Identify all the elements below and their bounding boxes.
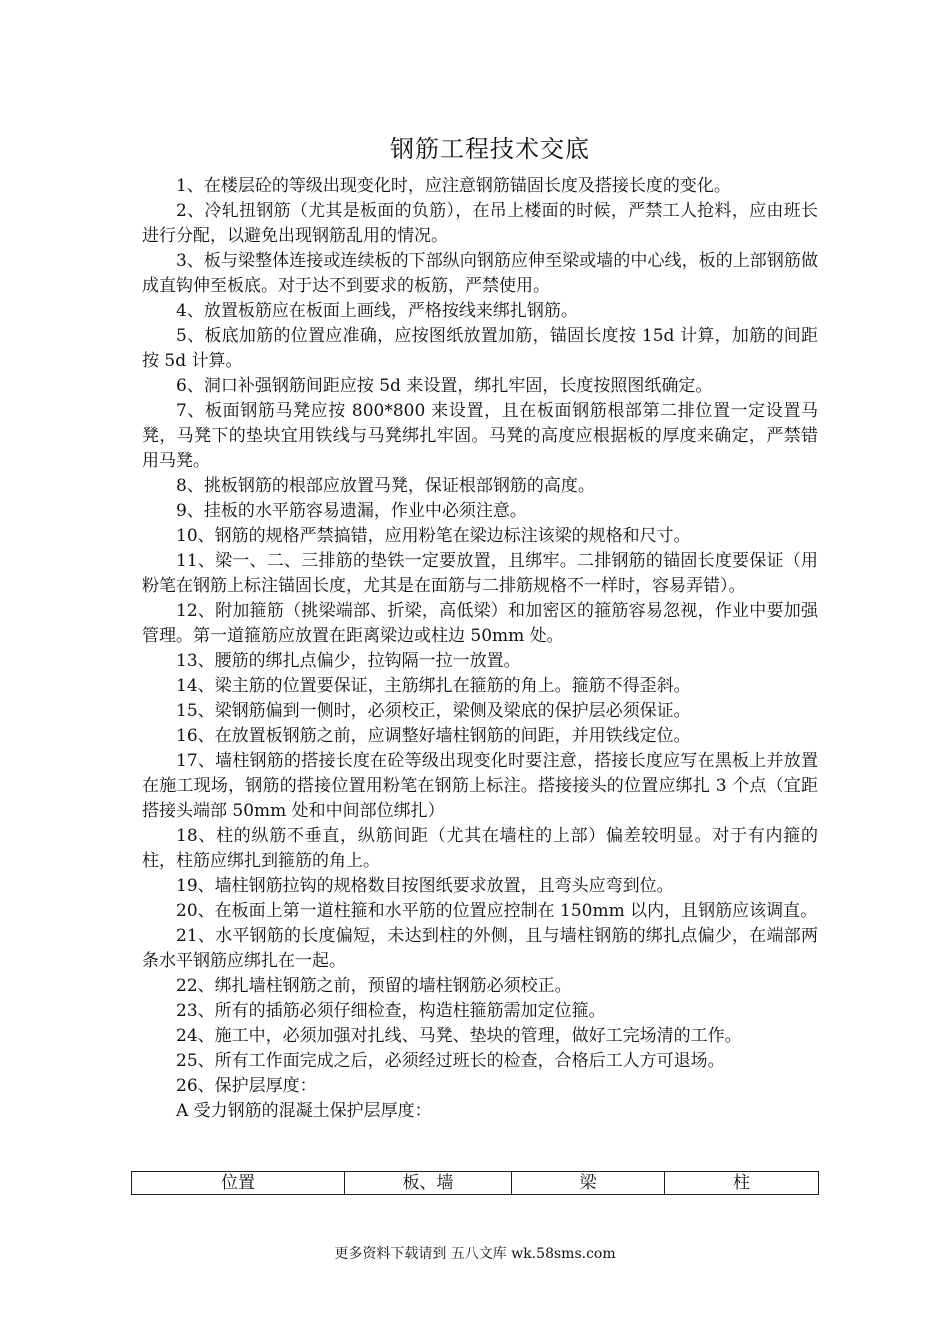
cover-thickness-table xyxy=(131,1171,819,1195)
document-title: 钢筋工程技术交底 xyxy=(390,135,590,163)
paragraph-8: 8、挑板钢筋的根部应放置马凳，保证根部钢筋的高度。 xyxy=(176,476,595,496)
paragraph-7: 7、板面钢筋马凳应按 800*800 来设置，且在板面钢筋根部第二排位置一定设置马凳，马凳下的垫块宜用铁线与马凳绑扎牢固。马凳的高度应根据板的厚度来确定，严禁错用马凳。 xyxy=(142,401,818,471)
paragraph-15: 15、梁钢筋偏到一侧时，必须校正，梁侧及梁底的保护层必须保证。 xyxy=(176,701,691,721)
paragraph-16: 16、在放置板钢筋之前，应调整好墙柱钢筋的间距，并用铁线定位。 xyxy=(176,726,691,746)
table-header-cell: 梁 xyxy=(512,1172,665,1195)
paragraph-2: 2、冷轧扭钢筋（尤其是板面的负筋），在吊上楼面的时候，严禁工人抢料，应由班长进行分配，以避免出现钢筋乱用的情况。 xyxy=(142,201,818,246)
paragraph-19: 19、墙柱钢筋拉钩的规格数目按图纸要求放置，且弯头应弯到位。 xyxy=(176,876,674,896)
page-footer: 更多资料下载请到 五八文库 wk.58sms.com xyxy=(334,1246,616,1262)
table-header-cell: 板、墙 xyxy=(345,1172,512,1195)
paragraph-12: 12、附加箍筋（挑梁端部、折梁，高低梁）和加密区的箍筋容易忽视，作业中要加强管理。第一道箍筋应放置在距离梁边或柱边 50mm 处。 xyxy=(142,601,818,646)
paragraph-24: 24、施工中，必须加强对扎线、马凳、垫块的管理，做好工完场清的工作。 xyxy=(176,1026,742,1046)
paragraph-9: 9、挂板的水平筋容易遗漏，作业中必须注意。 xyxy=(176,501,527,521)
paragraph-21: 21、水平钢筋的长度偏短，未达到柱的外侧，且与墙柱钢筋的绑扎点偏少，在端部两条水平钢筋应绑扎在一起。 xyxy=(142,926,818,971)
paragraph-11: 11、梁一、二、三排筋的垫铁一定要放置，且绑牢。二排钢筋的锚固长度要保证（用粉笔在钢筋上标注锚固长度，尤其是在面筋与二排筋规格不一样时，容易弄错）。 xyxy=(142,551,818,596)
paragraph-20: 20、在板面上第一道柱箍和水平筋的位置应控制在 150mm 以内，且钢筋应该调直。 xyxy=(176,901,818,921)
paragraph-18: 18、柱的纵筋不垂直，纵筋间距（尤其在墙柱的上部）偏差较明显。对于有内箍的柱，柱筋应绑扎到箍筋的角上。 xyxy=(142,826,818,871)
paragraph-26: 26、保护层厚度： xyxy=(176,1076,317,1096)
document-body xyxy=(142,174,818,1124)
table-header-cell: 柱 xyxy=(665,1172,819,1195)
cover-thickness-subheading: A 受力钢筋的混凝土保护层厚度： xyxy=(176,1101,432,1121)
paragraph-10: 10、钢筋的规格严禁搞错，应用粉笔在梁边标注该梁的规格和尺寸。 xyxy=(176,526,691,546)
table-header-row xyxy=(132,1172,819,1195)
table-header-cell: 位置 xyxy=(132,1172,345,1195)
paragraph-25: 25、所有工作面完成之后，必须经过班长的检查，合格后工人方可退场。 xyxy=(176,1051,725,1071)
paragraph-23: 23、所有的插筋必须仔细检查，构造柱箍筋需加定位箍。 xyxy=(176,1001,606,1021)
paragraph-22: 22、绑扎墙柱钢筋之前，预留的墙柱钢筋必须校正。 xyxy=(176,976,572,996)
paragraph-14: 14、梁主筋的位置要保证，主筋绑扎在箍筋的角上。箍筋不得歪斜。 xyxy=(176,676,691,696)
paragraph-17: 17、墙柱钢筋的搭接长度在砼等级出现变化时要注意，搭接长度应写在黑板上并放置在施工现场，钢筋的搭接位置用粉笔在钢筋上标注。搭接接头的位置应绑扎 3 个点（宜距搭接头端部 50mm 处和中间部位绑扎） xyxy=(142,751,818,821)
paragraph-6: 6、洞口补强钢筋间距应按 5d 来设置，绑扎牢固，长度按照图纸确定。 xyxy=(176,376,713,396)
paragraph-1: 1、在楼层砼的等级出现变化时，应注意钢筋锚固长度及搭接长度的变化。 xyxy=(176,176,731,196)
paragraph-3: 3、板与梁整体连接或连续板的下部纵向钢筋应伸至梁或墙的中心线，板的上部钢筋做成直钩伸至板底。对于达不到要求的板筋，严禁使用。 xyxy=(142,251,818,296)
paragraph-4: 4、放置板筋应在板面上画线，严格按线来绑扎钢筋。 xyxy=(176,301,578,321)
paragraph-5: 5、板底加筋的位置应准确，应按图纸放置加筋，锚固长度按 15d 计算，加筋的间距按 5d 计算。 xyxy=(142,326,818,371)
paragraph-13: 13、腰筋的绑扎点偏少，拉钩隔一拉一放置。 xyxy=(176,651,521,671)
